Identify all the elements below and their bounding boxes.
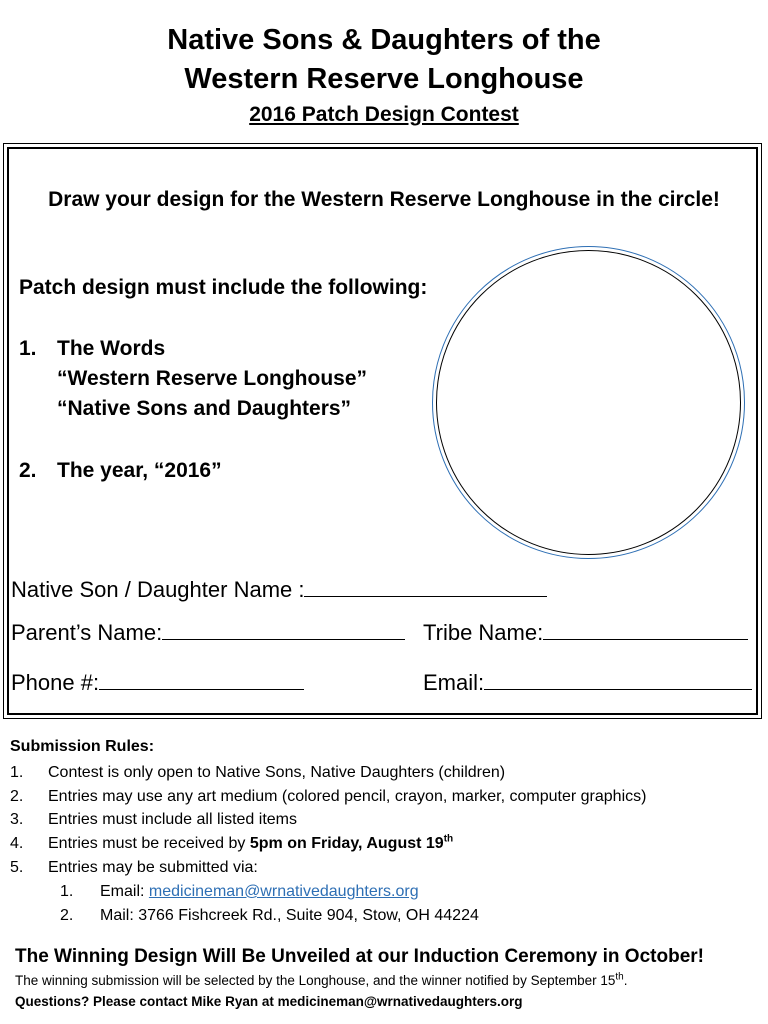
parent-name-label: Parent’s Name: — [11, 620, 163, 645]
email-label: Email: — [423, 670, 485, 695]
rule-item — [10, 833, 453, 855]
rule-number: 1. — [10, 764, 24, 781]
title-line-2: Western Reserve Longhouse — [184, 63, 584, 95]
questions-contact: Questions? Please contact Mike Ryan at medicineman@wrnativedaughters.org — [15, 994, 523, 1009]
rule-item — [10, 786, 646, 808]
rule-number: 4. — [10, 835, 24, 852]
submission-rules-heading: Submission Rules: — [10, 738, 155, 755]
selection-note-suffix: th — [615, 971, 624, 983]
tribe-name-field[interactable] — [423, 617, 748, 648]
contest-subtitle: 2016 Patch Design Contest — [249, 103, 519, 126]
draw-instruction: Draw your design for the Western Reserve Longhouse in the circle! — [48, 188, 720, 211]
requirement-number: 1. — [19, 337, 37, 360]
requirement-item — [19, 456, 222, 486]
design-drawing-circle[interactable] — [432, 246, 745, 559]
phone-label: Phone #: — [11, 670, 100, 695]
rule-number: 2. — [10, 788, 24, 805]
rule-deadline-suffix: th — [443, 833, 454, 845]
rule-item — [10, 762, 505, 784]
rule-text: Entries may be submitted via: — [48, 859, 258, 876]
child-name-blank[interactable] — [304, 574, 547, 597]
rule-text: Entries must be received by — [48, 835, 250, 852]
submit-method-label: Email: — [100, 883, 149, 900]
selection-note-text: The winning submission will be selected by the Longhouse, and the winner notified by September 15 — [15, 973, 616, 988]
title-line-1: Native Sons & Daughters of the — [167, 24, 601, 56]
requirement-text: The year, “2016” — [57, 459, 222, 482]
requirement-subline: “Native Sons and Daughters” — [57, 397, 352, 420]
submit-method-number: 2. — [60, 907, 74, 924]
email-link[interactable]: medicineman@wrnativedaughters.org — [148, 883, 419, 900]
selection-note — [15, 971, 627, 991]
requirements-heading: Patch design must include the following: — [19, 276, 428, 299]
requirement-subline: “Western Reserve Longhouse” — [57, 367, 368, 390]
rule-number: 5. — [10, 859, 24, 876]
rule-item — [10, 857, 258, 879]
tribe-name-blank[interactable] — [543, 617, 748, 640]
requirement-item — [19, 334, 367, 424]
submit-method-label: Mail: 3766 Fishcreek Rd., Suite 904, Stow, OH 44224 — [100, 907, 479, 924]
winning-announcement: The Winning Design Will Be Unveiled at our Induction Ceremony in October! — [15, 946, 704, 967]
requirement-text: The Words — [57, 337, 166, 360]
rule-number: 3. — [10, 811, 24, 828]
rule-text: Contest is only open to Native Sons, Native Daughters (children) — [48, 764, 506, 781]
rule-deadline: 5pm on Friday, August 19 — [249, 835, 444, 852]
phone-blank[interactable] — [99, 667, 304, 690]
phone-field[interactable] — [11, 667, 304, 698]
submit-method-mail — [60, 905, 479, 927]
email-blank[interactable] — [484, 667, 752, 690]
tribe-name-label: Tribe Name: — [423, 620, 544, 645]
requirement-number: 2. — [19, 459, 37, 482]
rule-text: Entries may use any art medium (colored pencil, crayon, marker, computer graphics) — [48, 788, 647, 805]
email-field[interactable] — [423, 667, 752, 698]
child-name-field[interactable] — [11, 574, 547, 605]
selection-note-end: . — [623, 973, 628, 988]
submit-method-email — [60, 881, 419, 903]
parent-name-blank[interactable] — [162, 617, 405, 640]
rule-text: Entries must include all listed items — [48, 811, 297, 828]
submit-method-number: 1. — [60, 883, 74, 900]
child-name-label: Native Son / Daughter Name : — [11, 577, 305, 602]
parent-name-field[interactable] — [11, 617, 405, 648]
rule-item — [10, 809, 297, 831]
design-circle-inner-ring — [436, 250, 741, 555]
